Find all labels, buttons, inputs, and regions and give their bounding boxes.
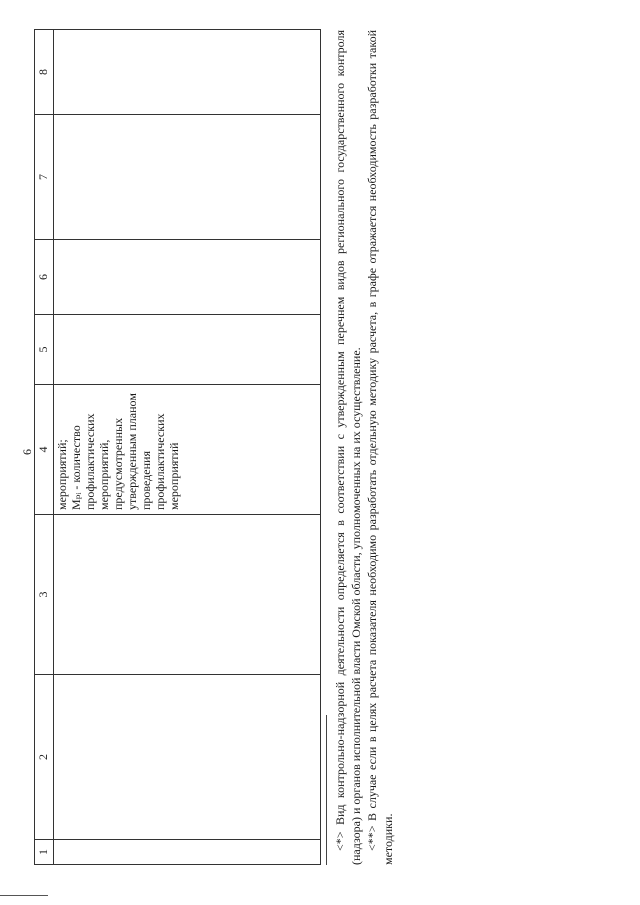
table-cell-5: [54, 315, 321, 385]
table-header-row: [35, 30, 54, 865]
footnote-divider: [326, 715, 327, 865]
footnote-1: <*> Вид контрольно-надзорной деятельности определяется в соответствии с утвержденным перечнем видов регионального государственного контроля (надзора) и органов исполнительной власти Омской области, уполномоченных на их осуществление.: [333, 30, 363, 865]
table-row: [54, 30, 321, 865]
table-cell-1: [54, 840, 321, 865]
column-header-5: 5: [35, 315, 54, 385]
table-cell-7: [54, 115, 321, 240]
rotated-page-content: [20, 30, 440, 865]
table-cell-2: [54, 675, 321, 840]
data-table: [34, 29, 321, 865]
footnote-2: <**> В случае если в целях расчета показателя необходимо разработать отдельную методику расчета, в графе отражается необходимость разработки такой методики.: [365, 30, 395, 865]
table-cell-6: [54, 240, 321, 315]
table-cell-4: мероприятий; Мₚᵢ - количество профилактических мероприятий, предусмотренных утвержденным планом проведения профилактических мероприятий: [54, 385, 321, 515]
column-header-1: 1: [35, 840, 54, 865]
column-header-6: 6: [35, 240, 54, 315]
column-header-3: 3: [35, 515, 54, 675]
column-header-7: 7: [35, 115, 54, 240]
table-cell-8: [54, 30, 321, 115]
page-number: 6: [20, 449, 34, 455]
footnotes: [326, 30, 396, 865]
page-bottom-rule: [0, 895, 48, 896]
column-header-4: 4: [35, 385, 54, 515]
column-header-2: 2: [35, 675, 54, 840]
table-cell-3: [54, 515, 321, 675]
column-header-8: 8: [35, 30, 54, 115]
